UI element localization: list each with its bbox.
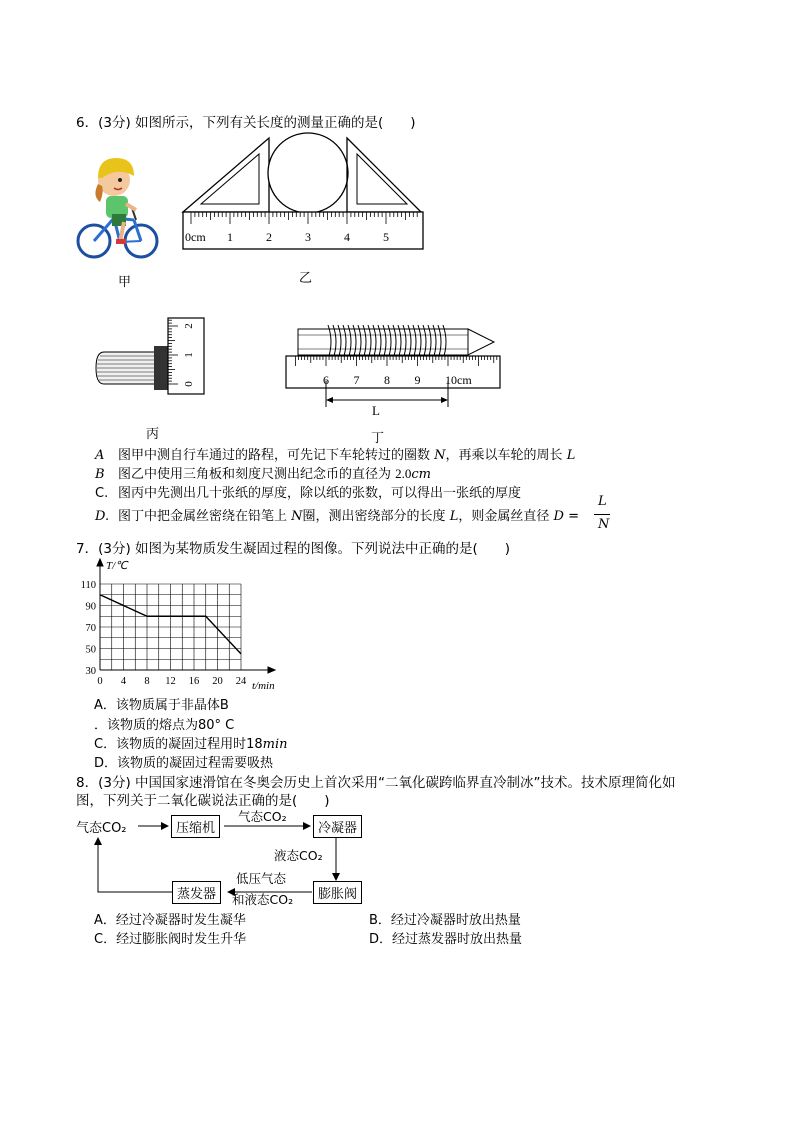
node-evaporator: 蒸发器	[172, 881, 221, 904]
q6-option-c[interactable]: C. 图丙中先测出几十张纸的厚度，除以纸的张数，可以得出一张纸的厚度	[95, 486, 522, 501]
x-tick-label: 0	[97, 676, 103, 687]
ruler-ding-tick-label: 6	[323, 373, 329, 387]
ding-L-label: L	[372, 403, 380, 418]
q6-option-a[interactable]: A 图甲中测自行车通过的路程，可先记下车轮转过的圈数 N，再乘以车轮的周长 L	[95, 448, 576, 463]
q8-stem-line1: 8．(3分) 中国国家速滑馆在冬奥会历史上首次采用“二氧化碳跨临界直冷制冰”技术。技术原理简化如	[76, 775, 676, 791]
cyclist-figure	[76, 148, 162, 264]
ruler-ding-tick-label: 10cm	[445, 373, 472, 387]
q6-option-d[interactable]: D. 图丁中把金属丝密绕在铅笔上 N圈，测出密绕部分的长度 L，则金属丝直径 D =	[95, 509, 579, 524]
ruler-yi-tick-label: 5	[383, 230, 389, 244]
node-gas-co2: 气态CO₂	[76, 821, 127, 836]
x-tick-label: 16	[188, 676, 200, 687]
ruler-ding-tick-label: 8	[384, 373, 390, 387]
q7-option-a[interactable]: A．该物质属于非晶体B	[94, 698, 229, 713]
label-ding: 丁	[371, 431, 385, 446]
x-tick-label: 12	[165, 676, 176, 687]
fraction-numerator: L	[598, 494, 607, 509]
node-compressor: 压缩机	[171, 815, 220, 838]
y-tick-label: 110	[80, 580, 96, 591]
ruler-yi-tick-label: 0cm	[185, 230, 206, 244]
q8-option-d[interactable]: D．经过蒸发器时放出热量	[369, 932, 523, 947]
label-bing: 丙	[146, 427, 160, 442]
ruler-bing-tick-label: 0	[183, 381, 195, 387]
chart-ylabel: T/℃	[106, 560, 128, 572]
ruler-yi-tick-label: 4	[344, 230, 350, 244]
q6-stem: 6．(3分) 如图所示，下列有关长度的测量正确的是( )	[76, 115, 416, 131]
ruler-bing-tick-label: 1	[183, 352, 195, 358]
label-yi: 乙	[299, 271, 313, 286]
q6-option-b[interactable]: B 图乙中使用三角板和刻度尺测出纪念币的直径为 2.0cm	[95, 466, 432, 482]
ruler-yi-tick-label: 2	[266, 230, 272, 244]
coin-ruler-figure	[181, 128, 426, 253]
ruler-bing-tick-label: 2	[183, 323, 195, 329]
y-tick-label: 90	[85, 601, 96, 613]
fraction-bar	[594, 514, 610, 515]
x-tick-label: 4	[120, 676, 127, 687]
node-condenser: 冷凝器	[313, 815, 362, 838]
q8-stem-line2: 图，下列关于二氧化碳说法正确的是( )	[76, 793, 330, 809]
y-tick-label: 70	[85, 623, 96, 634]
node-expansion-valve: 膨胀阀	[313, 881, 362, 904]
edge-low-pressure-gas: 低压气态	[236, 871, 287, 886]
ruler-ding-tick-label: 9	[414, 373, 421, 387]
chart-xlabel: t/min	[252, 680, 275, 692]
paper-stack-figure	[92, 316, 212, 396]
x-tick-label: 24	[235, 676, 247, 687]
ruler-yi-tick-label: 3	[305, 230, 311, 244]
q7-option-b[interactable]: ．该物质的熔点为80° C	[94, 718, 235, 733]
y-tick-label: 30	[85, 666, 96, 677]
ruler-ding-tick-label: 7	[353, 373, 360, 387]
q8-option-b[interactable]: B．经过冷凝器时放出热量	[369, 913, 521, 928]
label-jia: 甲	[118, 275, 132, 290]
q7-option-c[interactable]: C．该物质的凝固过程用时18min	[94, 737, 288, 752]
q8-option-c[interactable]: C．经过膨胀阀时发生升华	[94, 932, 247, 947]
q8-option-a[interactable]: A．经过冷凝器时发生凝华	[94, 913, 246, 928]
x-tick-label: 8	[144, 676, 150, 687]
q7-option-d[interactable]: D．该物质的凝固过程需要吸热	[94, 756, 274, 771]
fraction-denominator: N	[598, 517, 610, 532]
y-tick-label: 50	[85, 644, 96, 656]
edge-gas-co2: 气态CO₂	[238, 809, 287, 824]
cooling-curve-chart	[76, 556, 286, 694]
ruler-yi-tick-label: 1	[227, 230, 233, 244]
x-tick-label: 20	[212, 676, 223, 687]
edge-and-liquid-co2: 和液态CO₂	[232, 892, 294, 907]
wire-coil-figure	[284, 315, 504, 415]
edge-liquid-co2: 液态CO₂	[274, 848, 323, 863]
q7-stem: 7．(3分) 如图为某物质发生凝固过程的图像。下列说法中正确的是( )	[76, 541, 511, 557]
